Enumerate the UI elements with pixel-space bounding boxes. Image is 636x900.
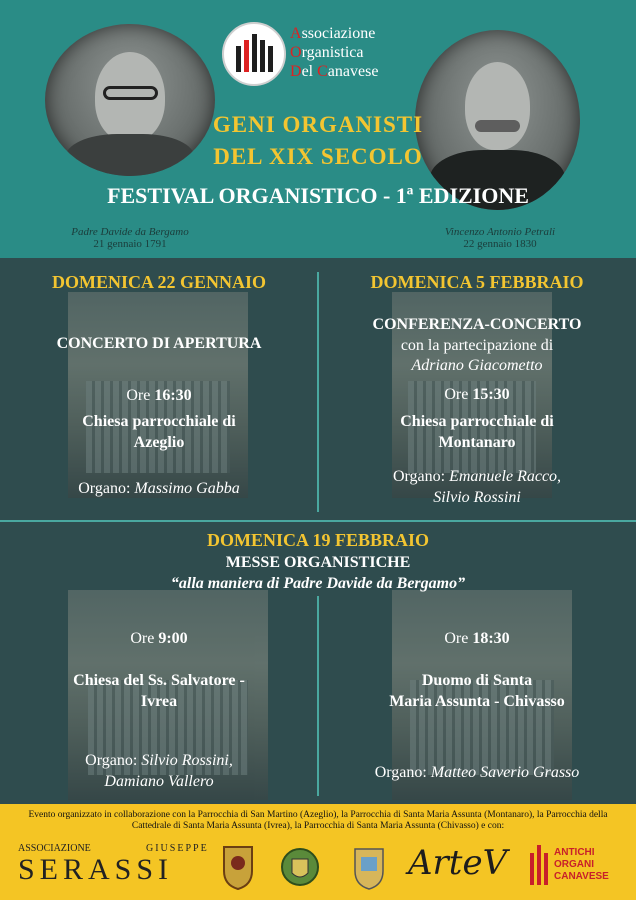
event3-right-place-line1: Duomo di Santa bbox=[421, 672, 533, 689]
event3-right-place bbox=[328, 670, 626, 712]
event2-time-value: 15:30 bbox=[472, 386, 510, 403]
initial-a: A bbox=[290, 25, 302, 42]
event2-organ bbox=[328, 466, 626, 508]
coat-of-arms-1 bbox=[220, 843, 256, 891]
title-line-2: DEL XIX SECOLO bbox=[213, 144, 423, 169]
event3-right-time bbox=[328, 628, 626, 649]
event3-left-place-line1: Chiesa del Ss. Salvatore - bbox=[73, 672, 245, 689]
divider-middle bbox=[0, 520, 636, 522]
event2-guest: Adriano Giacometto bbox=[411, 357, 543, 374]
festival-title: FESTIVAL ORGANISTICO - 1ª EDIZIONE bbox=[107, 183, 529, 208]
event3-right-time-prefix: Ore bbox=[444, 630, 473, 647]
event2-place-line1: Chiesa parrocchiale di bbox=[400, 413, 554, 430]
event3-subtitle: “alla maniera di Padre Davide da Bergamo” bbox=[170, 575, 466, 592]
divider-bottom bbox=[317, 596, 319, 796]
title-line-1: GENI ORGANISTI bbox=[212, 112, 424, 137]
event1-time bbox=[10, 385, 308, 406]
event2-title: CONFERENZA-CONCERTO bbox=[372, 316, 582, 333]
event2-organist-1: Emanuele Racco, bbox=[449, 468, 562, 485]
event1-organ bbox=[10, 478, 308, 499]
event2-subtitle: con la partecipazione di bbox=[400, 337, 554, 354]
serassi-giuseppe: GIUSEPPE bbox=[146, 843, 209, 854]
caption-right bbox=[410, 226, 590, 250]
event2-organist-2: Silvio Rossini bbox=[433, 489, 521, 506]
event2-place bbox=[328, 411, 626, 453]
initial-o: O bbox=[290, 44, 302, 61]
initial-d: D bbox=[290, 63, 302, 80]
event2-place-line2: Montanaro bbox=[438, 434, 516, 451]
event3-left-time-value: 9:00 bbox=[158, 630, 188, 647]
event1-organ-prefix: Organo: bbox=[78, 480, 135, 497]
event3-date: DOMENICA 19 FEBBRAIO bbox=[206, 530, 430, 550]
serassi-logo bbox=[18, 843, 223, 891]
caption-right-name: Vincenzo Antonio Petrali bbox=[444, 226, 556, 238]
event3-left-organist-1: Silvio Rossini, bbox=[141, 752, 233, 769]
event3-left-organ bbox=[10, 750, 308, 792]
event1-time-value: 16:30 bbox=[154, 387, 192, 404]
footer-collaboration-text: Evento organizzato in collaborazione con la Parrocchia di San Martino (Azeglio), la Parrocchia di Santa Maria Assunta (Montanaro), la Parrocchia della Cattedrale di Santa Maria Assunta (Ivrea), la Parrocchia di Santa Maria Assunta (Chivasso) e con: bbox=[28, 810, 608, 831]
event3-right-organ bbox=[328, 762, 626, 783]
caption-right-date: 22 gennaio 1830 bbox=[463, 238, 537, 250]
event1-organist: Massimo Gabba bbox=[134, 480, 240, 497]
divider-top bbox=[317, 272, 319, 512]
event2-time-prefix: Ore bbox=[444, 386, 473, 403]
arte-logo: ArteV bbox=[408, 843, 508, 883]
caption-left-date: 21 gennaio 1791 bbox=[93, 238, 167, 250]
event3-right-time-value: 18:30 bbox=[472, 630, 510, 647]
event1-date: DOMENICA 22 GENNAIO bbox=[51, 272, 266, 292]
event3-title: MESSE ORGANISTICHE bbox=[225, 554, 411, 571]
assoc-word-1: ssociazione bbox=[301, 25, 376, 42]
event3-right-organist: Matteo Saverio Grasso bbox=[430, 764, 580, 781]
caption-left-name: Padre Davide da Bergamo bbox=[71, 226, 189, 238]
event1-place-line2: Azeglio bbox=[133, 434, 185, 451]
assoc-word-3: el bbox=[301, 63, 318, 80]
assoc-word-2: rganistica bbox=[301, 44, 364, 61]
event3-left-organ-prefix: Organo: bbox=[85, 752, 142, 769]
event3-right-place-line2: Maria Assunta - Chivasso bbox=[389, 693, 565, 710]
event2-time bbox=[328, 384, 626, 405]
association-logo bbox=[222, 22, 286, 86]
antichi-line2: ORGANI bbox=[554, 859, 594, 870]
event1-time-prefix: Ore bbox=[126, 387, 155, 404]
event3-left-organist-2: Damiano Vallero bbox=[104, 773, 214, 790]
event1-place-line1: Chiesa parrocchiale di bbox=[82, 413, 236, 430]
initial-c: C bbox=[317, 63, 328, 80]
coat-of-arms-2 bbox=[280, 843, 320, 891]
serassi-name: SERASSI bbox=[18, 853, 174, 886]
caption-left bbox=[40, 226, 220, 250]
antichi-organi-logo bbox=[528, 843, 628, 891]
antichi-line3: CANAVESE bbox=[554, 871, 609, 882]
event3-left-place-line2: Ivrea bbox=[140, 693, 178, 710]
serassi-top: ASSOCIAZIONE bbox=[18, 843, 91, 854]
event1-place bbox=[10, 411, 308, 453]
assoc-word-4: anavese bbox=[327, 63, 379, 80]
coat-of-arms-3 bbox=[352, 843, 386, 891]
antichi-line1: ANTICHI bbox=[554, 847, 595, 858]
event2-date: DOMENICA 5 FEBBRAIO bbox=[370, 272, 584, 292]
association-name bbox=[290, 24, 378, 81]
event3-right-organ-prefix: Organo: bbox=[374, 764, 431, 781]
event2-organ-prefix: Organo: bbox=[392, 468, 450, 485]
event3-left-time bbox=[10, 628, 308, 649]
event3-left-time-prefix: Ore bbox=[130, 630, 159, 647]
event3-left-place bbox=[10, 670, 308, 712]
event1-title: CONCERTO DI APERTURA bbox=[56, 335, 262, 352]
